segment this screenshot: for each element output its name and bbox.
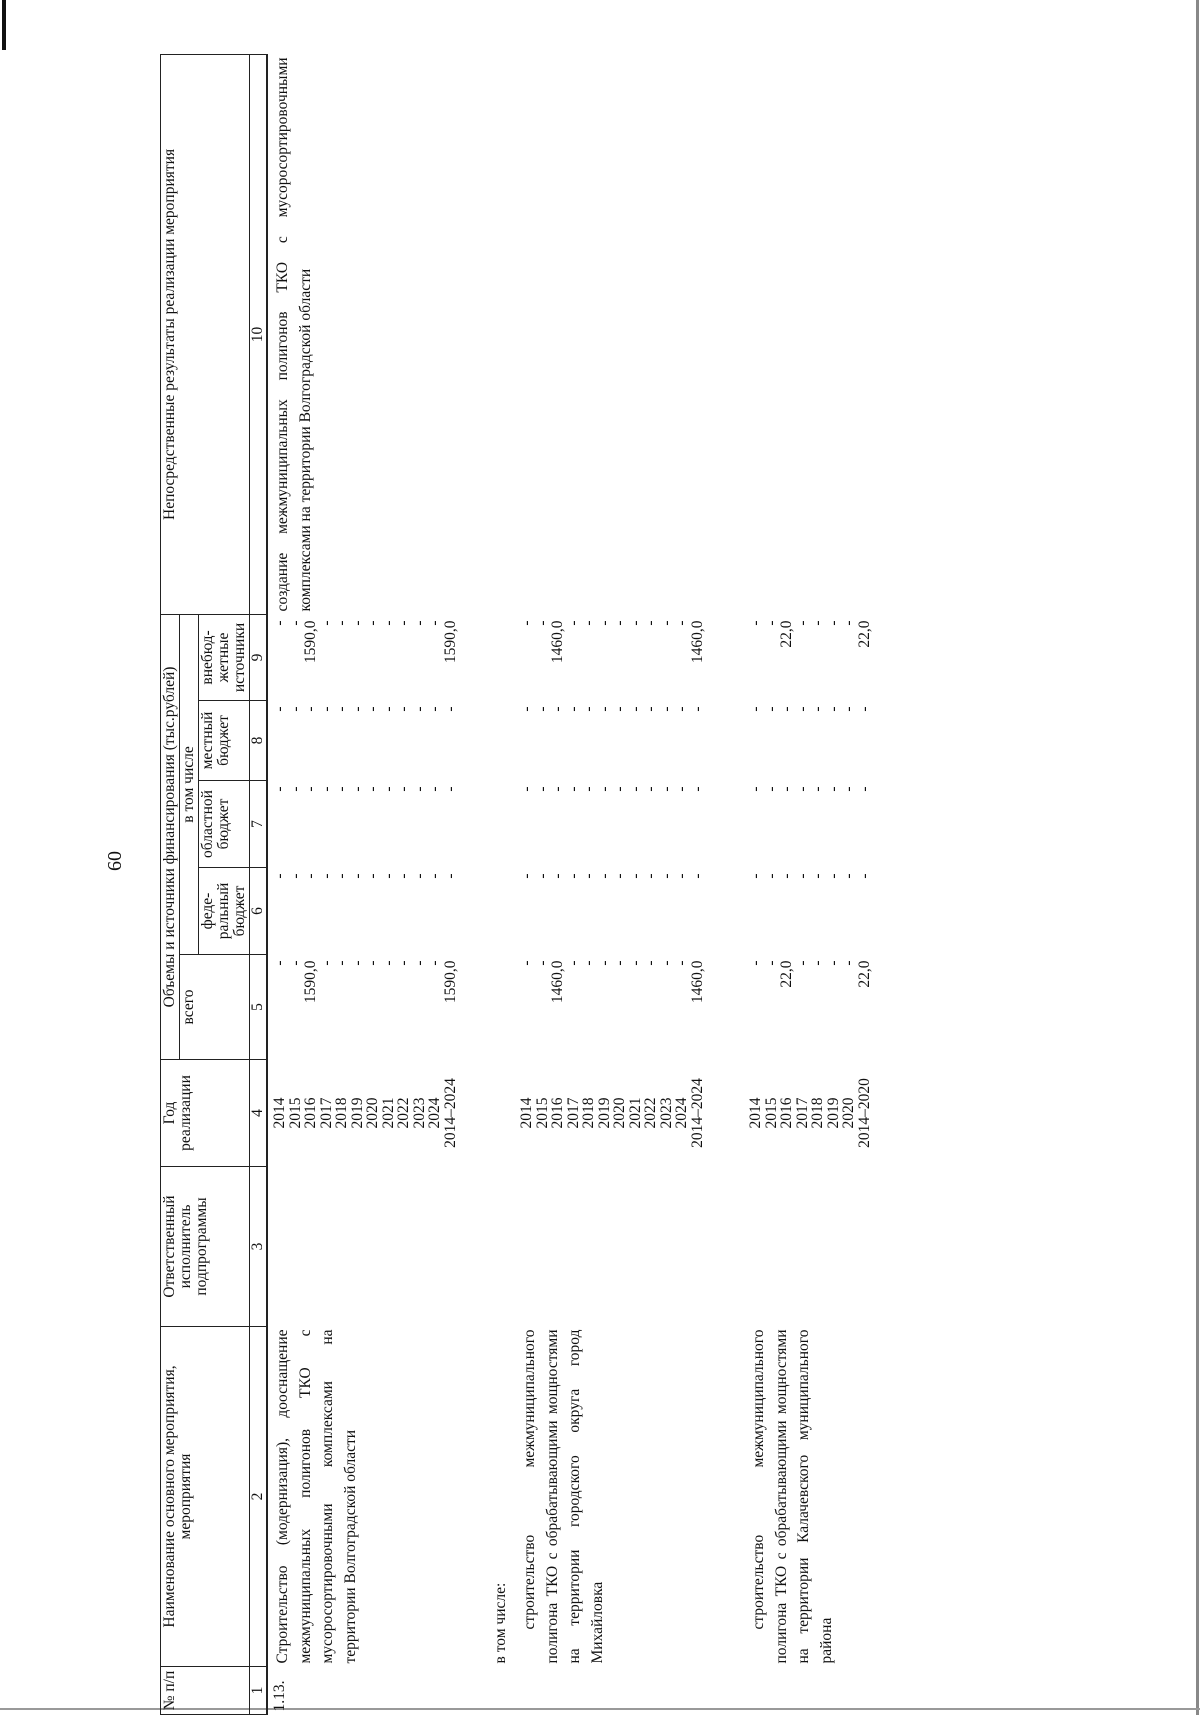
row-regional-value: -: [778, 786, 795, 792]
row-extrabudgetary-value: -: [564, 620, 582, 626]
row-extrabudgetary-value: -: [426, 620, 443, 626]
table-body: [267, 54, 873, 1714]
row-total-value: -: [762, 960, 780, 966]
row-extrabudgetary-value: 1460,0: [688, 620, 706, 664]
row-years-value: 2016: [778, 1097, 795, 1129]
row-federal-value: -: [580, 873, 597, 879]
row-federal: [744, 868, 873, 955]
row-federal: [267, 868, 459, 955]
column-number: 4: [250, 1060, 268, 1167]
rotated-table-region: [160, 55, 1160, 1715]
row-total-value: -: [564, 960, 582, 966]
row-regional: [744, 781, 873, 868]
row-regional-value: -: [533, 786, 551, 792]
table-row: [515, 54, 706, 1714]
row-years-value: 2014: [271, 1097, 288, 1129]
row-extrabudgetary-value: 22,0: [778, 620, 795, 648]
row-extrabudgetary-value: -: [410, 620, 428, 626]
row-extrabudgetary-value: -: [333, 620, 350, 626]
row-local-value: -: [611, 706, 628, 712]
row-federal-value: -: [747, 873, 764, 879]
row-extrabudgetary-value: -: [611, 620, 628, 626]
row-regional-value: -: [333, 786, 350, 792]
header-number: № п/п: [161, 1667, 250, 1715]
row-local-value: -: [286, 706, 304, 712]
row-regional-value: -: [747, 786, 764, 792]
row-local-value: -: [271, 706, 288, 712]
row-federal-value: -: [642, 873, 659, 879]
row-extrabudgetary-value: -: [580, 620, 597, 626]
row-years-value: 2020: [364, 1097, 381, 1129]
row-extrabudgetary-value: 1590,0: [441, 620, 459, 664]
row-local-value: -: [549, 706, 566, 712]
row-years-value: 2014–2024: [688, 1078, 706, 1148]
row-regional-value: -: [626, 786, 644, 792]
row-years-value: 2021: [379, 1097, 397, 1129]
row-total-value: -: [673, 960, 690, 966]
row-number: [744, 1667, 873, 1715]
row-gap-cell: [706, 54, 744, 1714]
row-years-value: 2014: [747, 1097, 764, 1129]
row-total-value: -: [533, 960, 551, 966]
row-federal-value: -: [626, 873, 644, 879]
row-number: 1.13.: [271, 1680, 288, 1712]
row-years-value: 2017: [564, 1097, 582, 1129]
row-local-value: -: [855, 706, 873, 712]
row-federal-value: -: [549, 873, 566, 879]
row-local-value: -: [533, 706, 551, 712]
row-local-value: -: [778, 706, 795, 712]
row-local-value: -: [379, 706, 397, 712]
row-local-value: -: [410, 706, 428, 712]
row-federal-value: -: [410, 873, 428, 879]
row-local-value: -: [317, 706, 335, 712]
column-number: 3: [250, 1167, 268, 1327]
row-extrabudgetary-value: -: [317, 620, 335, 626]
row-local-value: -: [302, 706, 319, 712]
row-local: [267, 701, 459, 781]
row-years-value: 2023: [657, 1097, 675, 1129]
row-years-value: 2017: [793, 1097, 811, 1129]
header-extrabudgetary: внебюд-жетные источники: [199, 614, 250, 700]
row-years-value: 2020: [611, 1097, 628, 1129]
row-years-value: 2014–2020: [855, 1078, 873, 1148]
row-total-value: 1590,0: [302, 960, 319, 1004]
row-regional: [515, 781, 706, 868]
row-federal-value: -: [441, 873, 459, 879]
row-extrabudgetary-value: -: [642, 620, 659, 626]
row-regional-value: -: [580, 786, 597, 792]
row-federal-value: -: [271, 873, 288, 879]
row-extrabudgetary-value: -: [762, 620, 780, 626]
row-extrabudgetary: [744, 614, 873, 700]
header-executor: Ответственный исполнитель подпрограммы: [161, 1167, 250, 1327]
row-total-value: -: [379, 960, 397, 966]
row-local-value: -: [793, 706, 811, 712]
row-executor: [267, 1167, 459, 1327]
row-years: [267, 1060, 459, 1167]
row-regional-value: -: [379, 786, 397, 792]
row-federal-value: -: [317, 873, 335, 879]
row-years-value: 2024: [673, 1097, 690, 1129]
row-local-value: -: [688, 706, 706, 712]
row-federal-value: -: [824, 873, 842, 879]
row-federal-value: -: [533, 873, 551, 879]
row-years: [515, 1060, 706, 1167]
row-extrabudgetary-value: -: [673, 620, 690, 626]
row-extrabudgetary-value: -: [809, 620, 826, 626]
row-local-value: -: [333, 706, 350, 712]
header-local: местный бюджет: [199, 701, 250, 781]
row-total-value: -: [809, 960, 826, 966]
row-years-value: 2023: [410, 1097, 428, 1129]
header-results: Непосредственные результаты реализации мероприятия: [161, 54, 250, 614]
row-years-value: 2015: [533, 1097, 551, 1129]
row-federal-value: -: [840, 873, 857, 879]
row-total-value: -: [747, 960, 764, 966]
row-number: [515, 1667, 706, 1715]
row-extrabudgetary-value: -: [379, 620, 397, 626]
row-extrabudgetary-value: 1590,0: [302, 620, 319, 664]
row-extrabudgetary-value: -: [533, 620, 551, 626]
row-result: [744, 54, 873, 614]
row-total-value: -: [518, 960, 535, 966]
row-regional-value: -: [688, 786, 706, 792]
row-regional-value: -: [824, 786, 842, 792]
row-extrabudgetary-value: -: [286, 620, 304, 626]
row-local-value: -: [657, 706, 675, 712]
row-regional-value: -: [855, 786, 873, 792]
row-federal-value: -: [809, 873, 826, 879]
row-regional-value: -: [426, 786, 443, 792]
row-total-value: -: [426, 960, 443, 966]
row-result: создание межмуниципальных полигонов ТКО с мусоросортировочными комплексами на территории Волгоградской области: [274, 57, 314, 612]
subtitle-text: в том числе:: [492, 1582, 509, 1664]
row-local-value: -: [595, 706, 613, 712]
row-extrabudgetary-value: -: [348, 620, 366, 626]
row-federal-value: -: [395, 873, 412, 879]
row-years-value: 2015: [286, 1097, 304, 1129]
row-regional-value: -: [793, 786, 811, 792]
row-local-value: -: [364, 706, 381, 712]
row-federal-value: -: [657, 873, 675, 879]
row-regional-value: -: [317, 786, 335, 792]
row-regional-value: -: [395, 786, 412, 792]
row-name: Строительство (модернизация), дооснащение межмуниципальных полигонов ТКО с мусоросортировочными комплексами на территории Волгоградской области: [274, 1329, 359, 1664]
row-regional-value: -: [673, 786, 690, 792]
row-federal-value: -: [333, 873, 350, 879]
row-extrabudgetary-value: -: [824, 620, 842, 626]
row-regional-value: -: [642, 786, 659, 792]
row-years-value: 2015: [762, 1097, 780, 1129]
row-executor: [744, 1167, 873, 1327]
header-total: всего: [180, 955, 250, 1060]
row-local-value: -: [348, 706, 366, 712]
row-federal-value: -: [379, 873, 397, 879]
row-federal-value: -: [855, 873, 873, 879]
row-local: [515, 701, 706, 781]
row-local-value: -: [824, 706, 842, 712]
row-federal-value: -: [302, 873, 319, 879]
row-regional: [267, 781, 459, 868]
row-name: строительство межмуниципального полигона ТКО с обрабатывающими мощностями на территории Калачевского муниципального района: [750, 1329, 835, 1664]
row-local-value: -: [395, 706, 412, 712]
row-regional-value: -: [840, 786, 857, 792]
row-total-value: -: [395, 960, 412, 966]
row-total-value: -: [595, 960, 613, 966]
row-years-value: 2020: [840, 1097, 857, 1129]
row-local-value: -: [840, 706, 857, 712]
row-extrabudgetary-value: -: [747, 620, 764, 626]
row-years-value: 2019: [348, 1097, 366, 1129]
row-regional-value: -: [595, 786, 613, 792]
column-number: 10: [250, 54, 268, 614]
row-regional-value: -: [271, 786, 288, 792]
header-regional: областной бюджет: [199, 781, 250, 868]
row-regional-value: -: [611, 786, 628, 792]
row-total-value: 1590,0: [441, 960, 459, 1004]
row-federal-value: -: [688, 873, 706, 879]
row-extrabudgetary-value: -: [271, 620, 288, 626]
table-subtitle-row: [459, 54, 515, 1714]
row-regional-value: -: [364, 786, 381, 792]
row-years-value: 2019: [824, 1097, 842, 1129]
row-federal: [515, 868, 706, 955]
row-federal-value: -: [793, 873, 811, 879]
row-years-value: 2021: [626, 1097, 644, 1129]
row-total-value: -: [410, 960, 428, 966]
row-total-value: -: [333, 960, 350, 966]
row-years-value: 2016: [302, 1097, 319, 1129]
table-row: [267, 54, 459, 1714]
row-local-value: -: [580, 706, 597, 712]
row-years-value: 2022: [395, 1097, 412, 1129]
row-total: [267, 955, 459, 1060]
column-number: 2: [250, 1327, 268, 1667]
row-extrabudgetary: [267, 614, 459, 700]
column-number: 1: [250, 1667, 268, 1715]
row-years-value: 2019: [595, 1097, 613, 1129]
row-total-value: -: [611, 960, 628, 966]
column-number: 8: [250, 701, 268, 781]
header-including: в том числе: [180, 614, 199, 954]
row-total-value: -: [364, 960, 381, 966]
row-years-value: 2017: [317, 1097, 335, 1129]
row-federal-value: -: [364, 873, 381, 879]
row-total-value: -: [271, 960, 288, 966]
row-federal-value: -: [348, 873, 366, 879]
row-federal-value: -: [611, 873, 628, 879]
row-local-value: -: [426, 706, 443, 712]
row-federal-value: -: [426, 873, 443, 879]
header-name: Наименование основного мероприятия, мероприятия: [161, 1327, 250, 1667]
row-regional-value: -: [441, 786, 459, 792]
row-federal-value: -: [595, 873, 613, 879]
row-total-value: 22,0: [778, 960, 795, 988]
row-regional-value: -: [302, 786, 319, 792]
column-number: 9: [250, 614, 268, 700]
row-total-value: -: [793, 960, 811, 966]
row-total-value: 1460,0: [688, 960, 706, 1004]
row-total-value: 1460,0: [549, 960, 566, 1004]
header-funding: Объемы и источники финансирования (тыс.рублей): [161, 614, 180, 1059]
row-name: строительство межмуниципального полигона ТКО с обрабатывающими мощностями на территории городского округа город Михайловка: [521, 1329, 606, 1664]
row-extrabudgetary-value: 22,0: [855, 620, 873, 648]
row-total-value: -: [317, 960, 335, 966]
row-total-value: -: [348, 960, 366, 966]
row-years-value: 2014: [518, 1097, 535, 1129]
row-total-value: -: [657, 960, 675, 966]
row-federal-value: -: [286, 873, 304, 879]
column-number: 7: [250, 781, 268, 868]
page-number: 60: [103, 851, 126, 871]
row-regional-value: -: [518, 786, 535, 792]
row-local-value: -: [673, 706, 690, 712]
row-extrabudgetary-value: -: [657, 620, 675, 626]
scan-edge-mark: [1196, 0, 1199, 1715]
row-extrabudgetary: [515, 614, 706, 700]
row-federal-value: -: [778, 873, 795, 879]
table-row: [744, 54, 873, 1714]
row-federal-value: -: [673, 873, 690, 879]
scan-edge-mark: [2, 0, 6, 50]
row-extrabudgetary-value: -: [518, 620, 535, 626]
row-federal-value: -: [762, 873, 780, 879]
row-regional-value: -: [549, 786, 566, 792]
row-federal-value: -: [518, 873, 535, 879]
row-result: [515, 54, 706, 614]
row-years-value: 2022: [642, 1097, 659, 1129]
row-total-value: -: [580, 960, 597, 966]
row-years-value: 2018: [333, 1097, 350, 1129]
row-extrabudgetary-value: -: [793, 620, 811, 626]
row-local-value: -: [809, 706, 826, 712]
row-local-value: -: [518, 706, 535, 712]
row-total-value: -: [840, 960, 857, 966]
row-local-value: -: [642, 706, 659, 712]
row-years-value: 2018: [809, 1097, 826, 1129]
row-regional-value: -: [564, 786, 582, 792]
column-number: 5: [250, 955, 268, 1060]
row-extrabudgetary-value: -: [840, 620, 857, 626]
row-extrabudgetary-value: -: [595, 620, 613, 626]
row-extrabudgetary-value: -: [364, 620, 381, 626]
row-gap: [706, 54, 744, 1714]
row-extrabudgetary-value: -: [626, 620, 644, 626]
row-regional-value: -: [348, 786, 366, 792]
row-years-value: 2018: [580, 1097, 597, 1129]
funding-table: [160, 54, 873, 1715]
row-total-value: -: [642, 960, 659, 966]
row-total-value: 22,0: [855, 960, 873, 988]
row-local-value: -: [564, 706, 582, 712]
row-extrabudgetary-value: -: [395, 620, 412, 626]
row-executor: [515, 1167, 706, 1327]
row-total: [744, 955, 873, 1060]
header-year: Год реализации: [161, 1060, 250, 1167]
row-regional-value: -: [286, 786, 304, 792]
row-total-value: -: [824, 960, 842, 966]
row-local-value: -: [441, 706, 459, 712]
row-regional-value: -: [410, 786, 428, 792]
row-local-value: -: [762, 706, 780, 712]
row-years-value: 2024: [426, 1097, 443, 1129]
row-total-value: -: [286, 960, 304, 966]
row-total: [515, 955, 706, 1060]
row-total-value: -: [626, 960, 644, 966]
row-regional-value: -: [809, 786, 826, 792]
row-local-value: -: [626, 706, 644, 712]
row-years-value: 2014–2024: [441, 1078, 459, 1148]
row-federal-value: -: [564, 873, 582, 879]
row-number: [459, 1667, 515, 1715]
row-extrabudgetary-value: 1460,0: [549, 620, 566, 664]
row-local: [744, 701, 873, 781]
row-regional-value: -: [657, 786, 675, 792]
row-local-value: -: [747, 706, 764, 712]
header-federal: феде-ральный бюджет: [199, 868, 250, 955]
row-regional-value: -: [762, 786, 780, 792]
row-years: [744, 1060, 873, 1167]
row-years-value: 2016: [549, 1097, 566, 1129]
column-number: 6: [250, 868, 268, 955]
